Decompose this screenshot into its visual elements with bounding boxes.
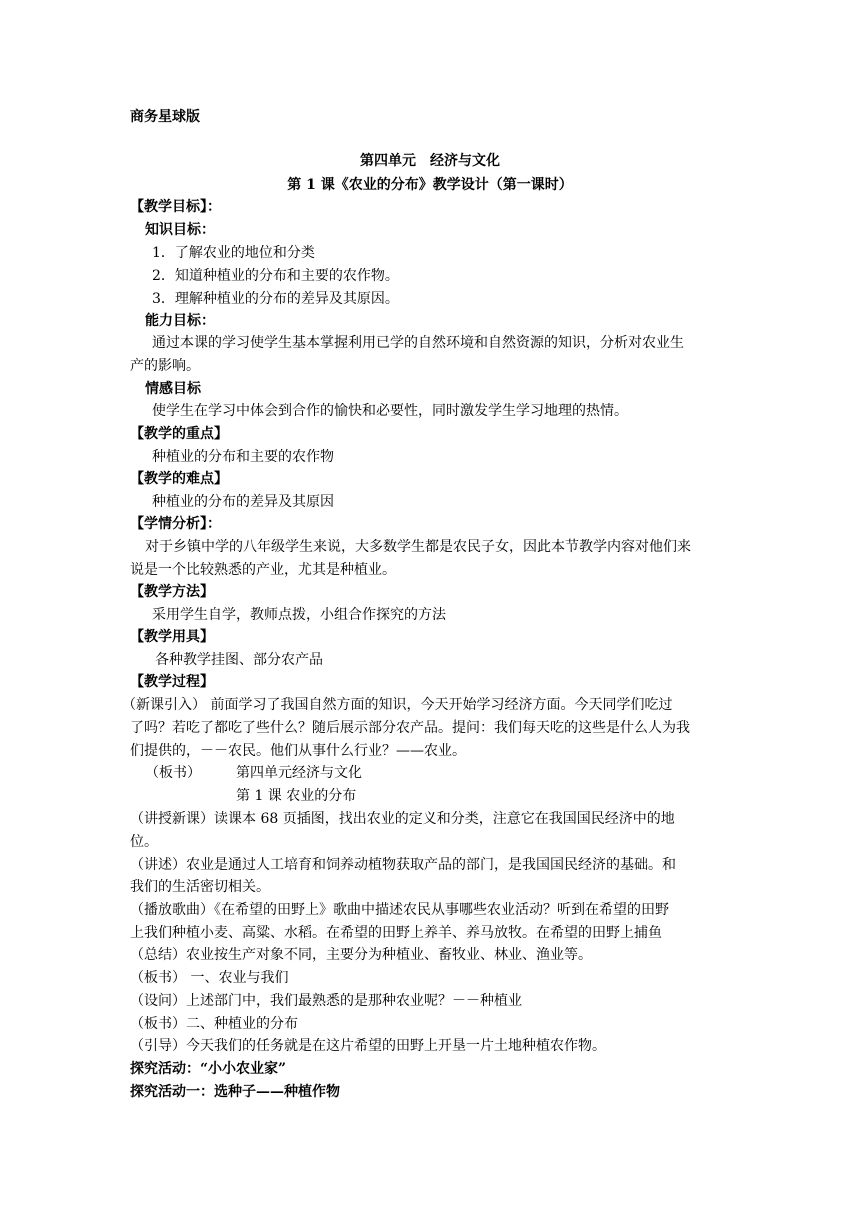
student-analysis-text-cont: 说是一个比较熟悉的产业，尤其是种植业。 <box>130 562 396 578</box>
student-analysis-heading: 【学情分析】： <box>130 516 221 532</box>
activity-title: 探究活动：“小小农业家” <box>130 1061 287 1077</box>
narrate-text: （讲述）农业是通过人工培育和饲养动植物获取产品的部门，是我国国民经济的基础。和 <box>130 857 676 873</box>
lecture-text: （讲授新课）读课本 68 页插图，找出农业的定义和分类，注意它在我国国民经济中的地 <box>130 811 675 827</box>
teaching-tools-heading: 【教学用具】 <box>130 629 214 645</box>
teaching-goals-heading: 【教学目标】： <box>130 199 221 215</box>
board-text-2: （板书） 一、农业与我们 <box>130 970 289 986</box>
board-text: 第四单元经济与文化 <box>236 765 362 781</box>
emotion-goals-text: 使学生在学习中体会到合作的愉快和必要性，同时激发学生学习地理的热情。 <box>152 403 628 419</box>
question-text: （设问）上述部门中，我们最熟悉的是那种农业呢？－－种植业 <box>130 993 522 1009</box>
intro-text: （新课引入） 前面学习了我国自然方面的知识，今天开始学习经济方面。今天同学们吃过 <box>122 697 673 713</box>
knowledge-goal-item: 2．知道种植业的分布和主要的农作物。 <box>152 268 399 284</box>
publisher-label: 商务星球版 <box>130 109 200 125</box>
teaching-tools-text: 各种教学挂图、部分农产品 <box>155 652 323 668</box>
unit-title: 第四单元 经济与文化 <box>360 153 500 169</box>
lesson-title: 第 1 课《农业的分布》教学设计（第一课时） <box>287 177 573 193</box>
teaching-method-text: 采用学生自学，教师点拨，小组合作探究的方法 <box>152 607 446 623</box>
board-label: （板书） <box>145 765 201 781</box>
key-points-text: 种植业的分布和主要的农作物 <box>152 449 334 465</box>
process-heading: 【教学过程】 <box>130 674 214 690</box>
key-points-heading: 【教学的重点】 <box>130 426 228 442</box>
ability-goals-label: 能力目标： <box>145 313 215 329</box>
lecture-text-cont: 位。 <box>130 834 158 850</box>
ability-goals-text: 通过本课的学习使学生基本掌握利用已学的自然环境和自然资源的知识，分析对农业生 <box>152 335 684 351</box>
board-subtext: 第 1 课 农业的分布 <box>236 788 357 804</box>
difficult-points-heading: 【教学的难点】 <box>130 471 228 487</box>
board-text-3: （板书）二、种植业的分布 <box>130 1016 298 1032</box>
song-text: （播放歌曲）《在希望的田野上》歌曲中描述农民从事哪些农业活动？听到在希望的田野 <box>130 902 669 918</box>
narrate-text-cont: 我们的生活密切相关。 <box>130 879 270 895</box>
intro-text-cont: 了吗？若吃了都吃了些什么？随后展示部分农产品。提问：我们每天吃的这些是什么人为我 <box>130 720 690 736</box>
knowledge-goal-item: 3．理解种植业的分布的差异及其原因。 <box>152 291 399 307</box>
emotion-goals-label: 情感目标 <box>145 381 201 397</box>
knowledge-goals-label: 知识目标： <box>145 222 215 238</box>
guide-text: （引导）今天我们的任务就是在这片希望的田野上开垦一片土地种植农作物。 <box>130 1038 606 1054</box>
ability-goals-text-cont: 产的影响。 <box>130 358 200 374</box>
song-text-cont: 上我们种植小麦、高粱、水稻。在希望的田野上养羊、养马放牧。在希望的田野上捕鱼 <box>130 925 662 941</box>
student-analysis-text: 对于乡镇中学的八年级学生来说，大多数学生都是农民子女，因此本节教学内容对他们来 <box>145 539 691 555</box>
intro-text-cont: 们提供的，－－农民。他们从事什么行业？——农业。 <box>130 743 466 759</box>
summary-text: （总结）农业按生产对象不同，主要分为种植业、畜牧业、林业、渔业等。 <box>130 947 592 963</box>
difficult-points-text: 种植业的分布的差异及其原因 <box>152 494 334 510</box>
knowledge-goal-item: 1．了解农业的地位和分类 <box>152 245 315 261</box>
teaching-method-heading: 【教学方法】 <box>130 584 214 600</box>
activity-one-title: 探究活动一：选种子——种植作物 <box>130 1084 340 1100</box>
